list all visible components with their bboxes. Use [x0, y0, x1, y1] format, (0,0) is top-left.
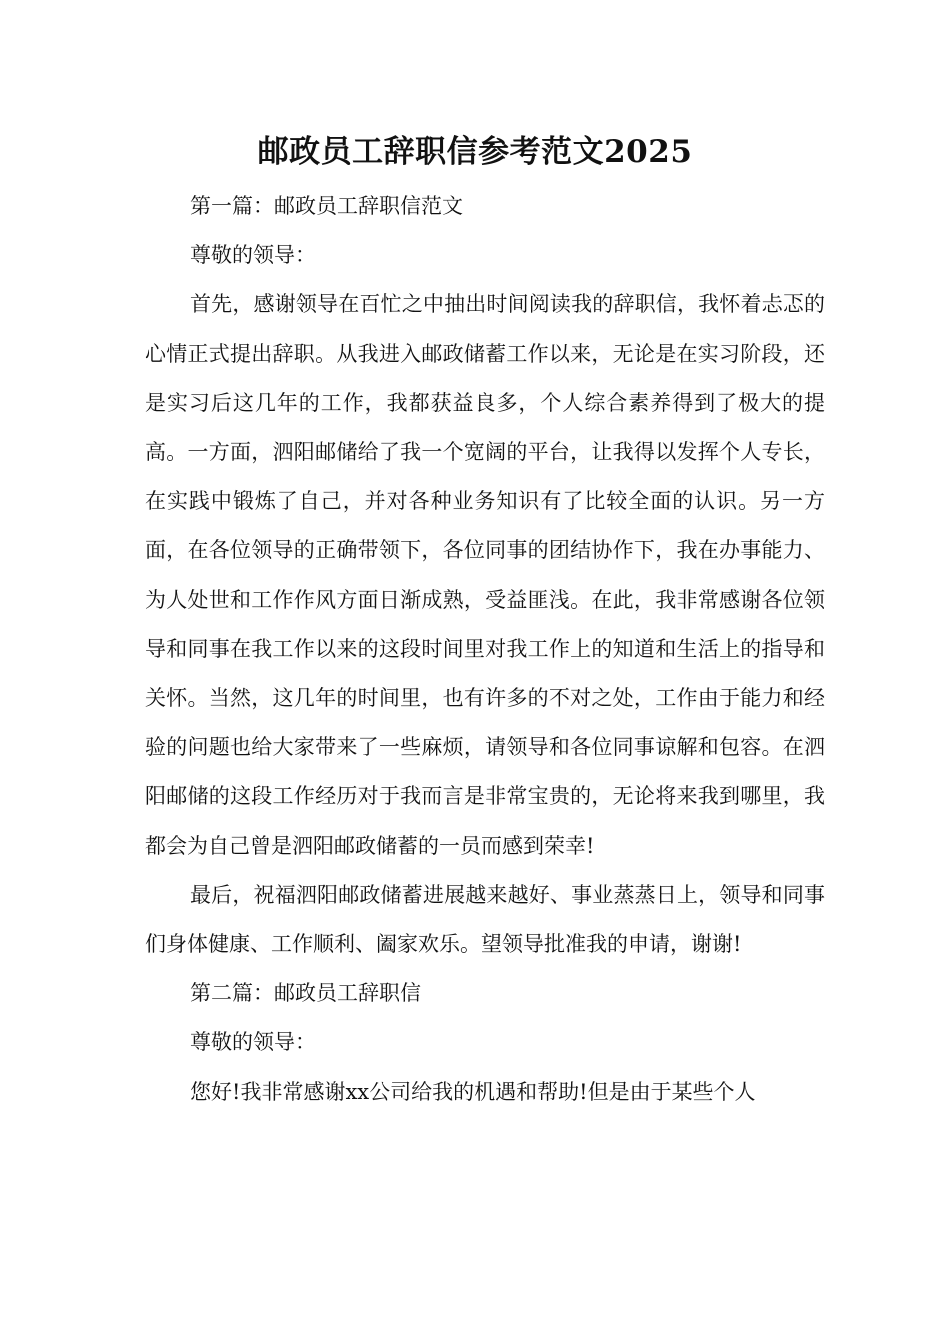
body-paragraph-2: 最后，祝福泗阳邮政储蓄进展越来越好、事业蒸蒸日上，领导和同事们身体健康、工作顺利、阖家欢乐。望领导批准我的申请，谢谢!	[145, 882, 825, 957]
salutation-2: 尊敬的领导：	[190, 1030, 316, 1055]
section-heading-2: 第二篇：邮政员工辞职信	[190, 981, 421, 1006]
document-body	[145, 182, 825, 1117]
salutation-1: 尊敬的领导：	[190, 243, 316, 268]
section-heading-1: 第一篇：邮政员工辞职信范文	[190, 194, 463, 218]
body-paragraph-3: 您好!我非常感谢xx公司给我的机遇和帮助!但是由于某些个人	[190, 1079, 756, 1104]
body-paragraph-1: 首先，感谢领导在百忙之中抽出时间阅读我的辞职信，我怀着忐忑的心情正式提出辞职。从我进入邮政储蓄工作以来，无论是在实习阶段，还是实习后这几年的工作，我都获益良多，个人综合素养得到了极大的提高。一方面，泗阳邮储给了我一个宽阔的平台，让我得以发挥个人专长，在实践中锻炼了自己，并对各种业务知识有了比较全面的认识。另一方面，在各位领导的正确带领下，各位同事的团结协作下，我在办事能力、为人处世和工作作风方面日渐成熟，受益匪浅。在此，我非常感谢各位领导和同事在我工作以来的这段时间里对我工作上的知道和生活上的指导和关怀。当然，这几年的时间里，也有许多的不对之处，工作由于能力和经验的问题也给大家带来了一些麻烦，请领导和各位同事谅解和包容。在泗阳邮储的这段工作经历对于我而言是非常宝贵的，无论将来我到哪里，我都会为自己曾是泗阳邮政储蓄的一员而感到荣幸!	[145, 292, 825, 858]
document-title: 邮政员工辞职信参考范文2025	[257, 134, 693, 170]
